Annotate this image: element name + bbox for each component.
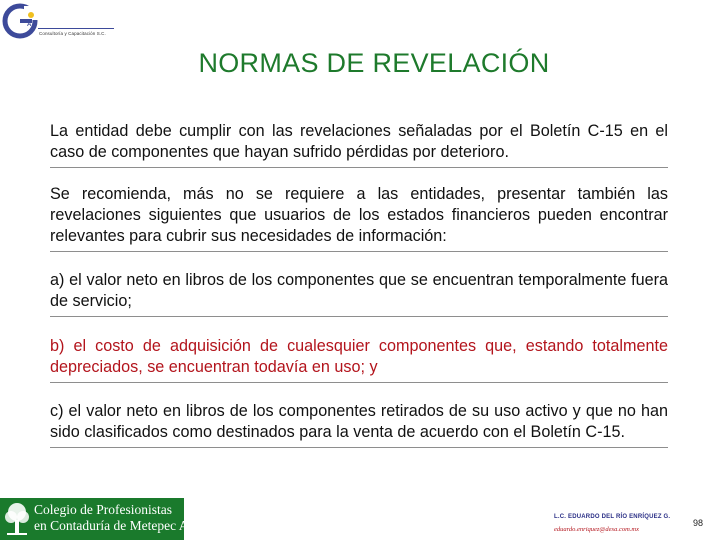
company-logo-icon xyxy=(2,2,42,40)
banner-line-1: Colegio de Profesionistas xyxy=(34,502,172,517)
paragraph-item-c: c) el valor neto en libros de los componentes retirados de su uso activo y que no han sido clasificados como destinados para la venta de acuerdo con el Boletín C-15. xyxy=(50,401,668,448)
page-number: 98 xyxy=(693,518,704,528)
logo-rule xyxy=(38,28,114,29)
paragraph-recommendation: Se recomienda, más no se requiere a las entidades, presentar también las revelaciones siguientes que usuarios de los estados financieros pueden encontrar relevantes para cubrir sus necesidades de información: xyxy=(50,184,668,252)
company-logo xyxy=(2,2,117,40)
paragraph-item-b: b) el costo de adquisición de cualesquier componentes que, estando totalmente depreciados, se encuentran todavía en uso; y xyxy=(50,336,668,383)
logo-caption: Consultoría y Capacitación S.C. xyxy=(39,31,106,36)
tree-emblem-icon xyxy=(3,500,31,538)
footer-banner xyxy=(0,498,205,540)
paragraph-item-a: a) el valor neto en libros de los componentes que se encuentran temporalmente fuera de servicio; xyxy=(50,270,668,317)
author-email: eduardo.enriquez@desa.com.mx xyxy=(554,526,639,533)
banner-line-2: en Contaduría de Metepec A.C. xyxy=(34,518,205,533)
svg-text:A: A xyxy=(27,22,32,28)
page-title: NORMAS DE REVELACIÓN xyxy=(198,48,550,78)
author-name: L.C. EDUARDO DEL RÍO ENRÍQUEZ G. xyxy=(554,514,671,520)
paragraph-intro: La entidad debe cumplir con las revelaciones señaladas por el Boletín C-15 en el caso de componentes que hayan sufrido pérdidas por deterioro. xyxy=(50,121,668,168)
